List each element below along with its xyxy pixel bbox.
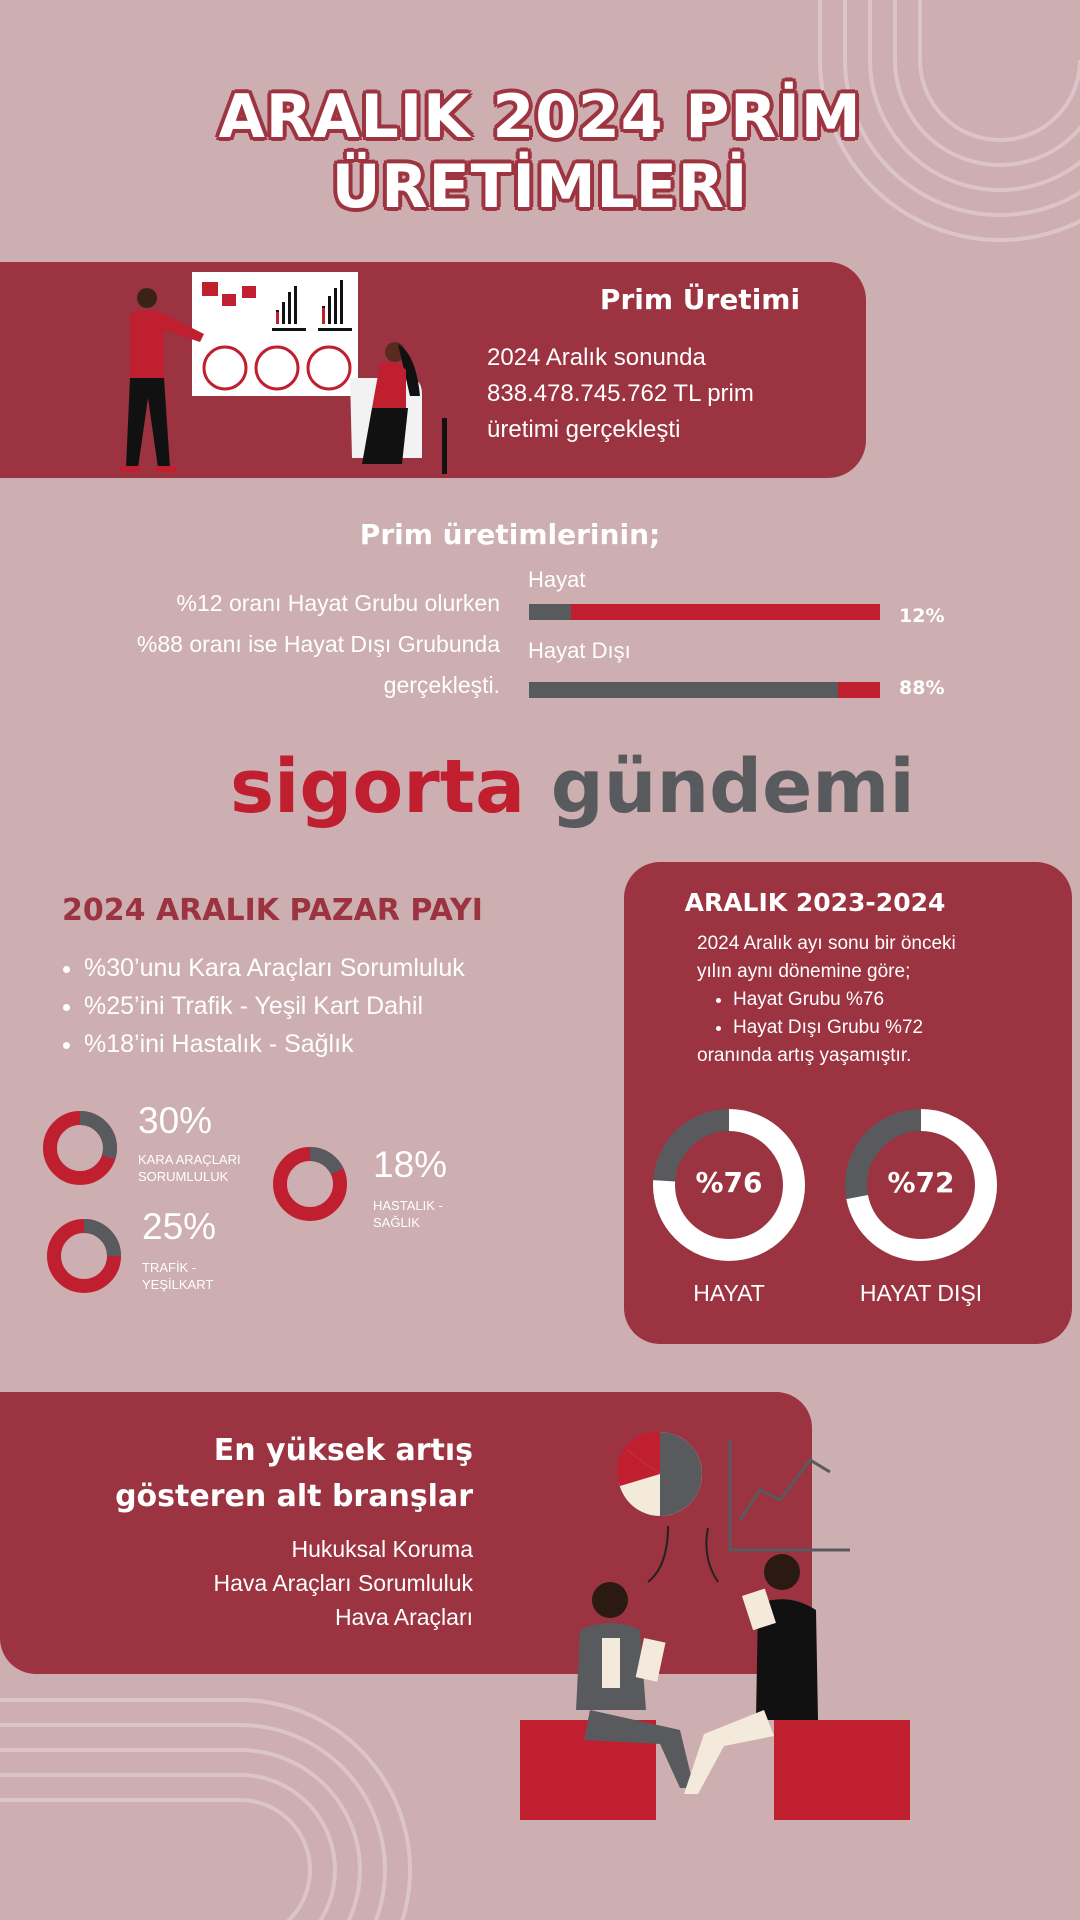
donut-trafik: [44, 1216, 124, 1296]
comparison-text: [697, 930, 1037, 1070]
donut-kara-araclari-caption-line1: KARA ARAÇLARI: [138, 1152, 241, 1167]
logo-part-gundemi: gündemi: [550, 744, 915, 830]
donut-hastalik-caption-line1: HASTALIK -: [373, 1198, 443, 1213]
branch-item: Hukuksal Koruma: [291, 1536, 473, 1562]
comparison-heading: ARALIK 2023-2024: [684, 888, 946, 917]
branch-item: Hava Araçları Sorumluluk: [213, 1570, 473, 1596]
distribution-text-line3: gerçekleşti.: [383, 672, 500, 698]
bar-hayat-disi-fill: [529, 682, 838, 698]
comparison-intro-line2: yılın aynı dönemine göre;: [697, 961, 911, 982]
prim-text: [487, 340, 847, 448]
bar-hayat-label: Hayat: [528, 567, 586, 592]
market-bullets: [58, 954, 604, 1068]
ring-hayat-disi-label: HAYAT DIŞI: [859, 1280, 983, 1306]
decorative-arcs-bottom: [0, 1660, 420, 1920]
market-bullet: • %25’ini Trafik - Yeşil Kart Dahil: [84, 992, 604, 1020]
bar-hayat-fill: [529, 604, 571, 620]
bar-hayat-disi-label: Hayat Dışı: [528, 638, 631, 663]
bar-hayat-percent: 12%: [899, 605, 945, 627]
donut-trafik-caption-line2: YEŞİLKART: [142, 1277, 214, 1292]
donut-hastalik: [270, 1144, 350, 1224]
discussion-illustration: [520, 1420, 920, 1820]
donut-trafik-caption: [142, 1259, 213, 1293]
ring-hayat-center: %76: [695, 1166, 763, 1199]
bar-hayat-disi: [529, 682, 880, 698]
prim-text-line1: 2024 Aralık sonunda: [487, 344, 706, 371]
distribution-heading: Prim üretimlerinin;: [359, 518, 661, 551]
logo-part-sigorta: sigorta: [230, 744, 526, 830]
donut-kara-araclari-value: 30%: [138, 1100, 213, 1141]
market-bullet: • %30’unu Kara Araçları Sorumluluk: [84, 954, 604, 982]
comparison-intro-line1: 2024 Aralık ayı sonu bir önceki: [697, 933, 956, 954]
bar-hayat: [529, 604, 880, 620]
comparison-items: [697, 986, 1037, 1042]
bar-hayat-disi-percent: 88%: [899, 677, 945, 699]
donut-trafik-caption-line1: TRAFİK -: [142, 1260, 197, 1275]
ring-hayat-disi-center: %72: [887, 1166, 955, 1199]
page-title: ARALIK 2024 PRİM ÜRETİMLERİ: [218, 82, 862, 222]
donut-kara-araclari: [40, 1108, 120, 1188]
comparison-item: • Hayat Grubu %76: [733, 986, 1037, 1014]
prim-heading: Prim Üretimi: [599, 283, 801, 316]
donut-hastalik-caption-line2: SAĞLIK: [373, 1215, 420, 1230]
branches-heading: [60, 1428, 473, 1520]
distribution-text: [90, 583, 500, 706]
comparison-outro: oranında artış yaşamıştır.: [697, 1045, 912, 1066]
prim-text-line3: üretimi gerçekleşti: [487, 416, 681, 443]
donut-hastalik-caption: [373, 1197, 443, 1231]
branches-heading-line2: gösteren alt branşlar: [115, 1479, 473, 1514]
donut-hastalik-value: 18%: [373, 1144, 448, 1185]
comparison-item: • Hayat Dışı Grubu %72: [733, 1014, 1037, 1042]
market-bullet: • %18’ini Hastalık - Sağlık: [84, 1030, 604, 1058]
distribution-text-line2: %88 oranı ise Hayat Dışı Grubunda: [136, 631, 500, 657]
donut-trafik-value: 25%: [142, 1206, 217, 1247]
prim-text-line2: 838.478.745.762 TL prim: [487, 380, 754, 407]
ring-hayat-label: HAYAT: [693, 1280, 765, 1306]
logo: [230, 742, 915, 832]
donut-kara-araclari-caption-line2: SORUMLULUK: [138, 1169, 229, 1184]
donut-kara-araclari-caption: [138, 1151, 241, 1185]
presentation-illustration: [100, 268, 460, 478]
branches-heading-line1: En yüksek artış: [213, 1433, 473, 1468]
market-heading: 2024 ARALIK PAZAR PAYI: [62, 893, 483, 928]
branches-list: [60, 1532, 473, 1634]
distribution-text-line1: %12 oranı Hayat Grubu olurken: [176, 590, 500, 616]
branch-item: Hava Araçları: [334, 1604, 473, 1630]
